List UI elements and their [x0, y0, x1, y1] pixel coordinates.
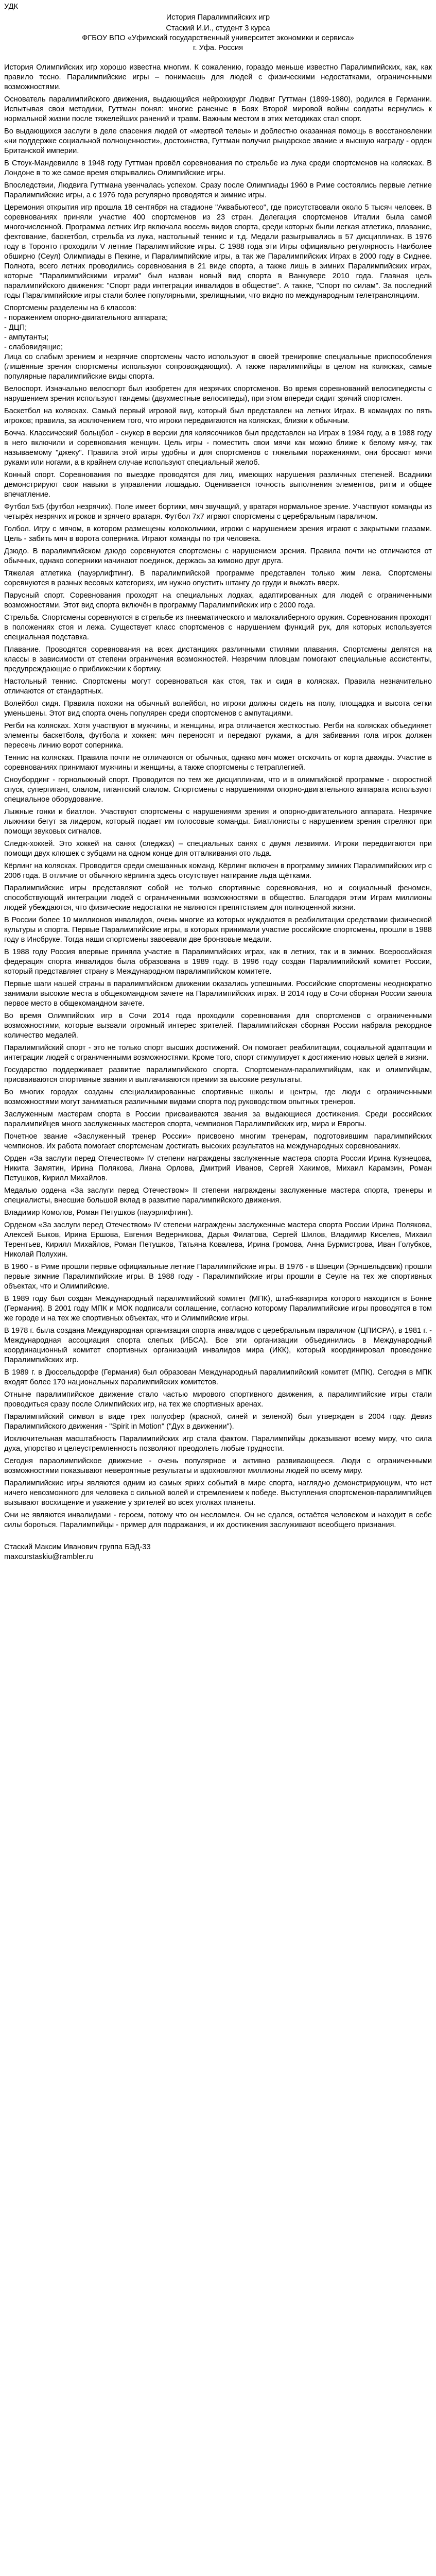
affiliation-line: ФГБОУ ВПО «Уфимский государственный университет экономики и сервиса»	[82, 34, 354, 42]
paragraph: Паралимпийские игры представляют собой не только спортивные соревнования, но и социальный феномен, способствующий интеграции людей с ограниченными возможностями в общество. Благодаря этим Играм миллионы людей убеждаются, что физические недостатки не являются препятствием для полноценной жизни.	[4, 884, 432, 912]
list-item: - поражением опорно-двигательного аппарата;	[4, 314, 168, 322]
paragraph: Велоспорт. Изначально велоспорт был изобретен для незрячих спортсменов. Во время соревнований велосипедисты с нарушением зрения используют тандемы (двухместные велосипеды), при этом впереди сидит зрячий спортсмен.	[4, 385, 432, 403]
paragraph: Дзюдо. В паралимпийском дзюдо соревнуются спортсмены с нарушением зрения. Правила почти не отличаются от обычных, однако соперники начинают поединок, держась за кимоно друг друга.	[4, 547, 432, 565]
paragraph: Паралимпийский спорт - это не только спорт высших достижений. Он помогает реабилитации, социальной адаптации и интеграции людей с ограниченными возможностями. Кроме того, спорт стимулирует к достижению новых целей в жизни.	[4, 1044, 432, 1062]
paragraph: Церемония открытия игр прошла 18 сентября на стадионе "Аквабьютесо", где присутствовали около 5 тысяч человек. В соревнованиях приняли участие 400 спортсменов из 23 стран. Делегация спортсменов Италии была самой многочисленной. Программа летних Игр включала восемь видов спорта, среди которых были легкая атлетика, плавание, фехтование, баскетбол, стрельба из лука, настольный теннис и т.д. Медали разыгрывались в 57 дисциплинах. В 1976 году в Торонто проходили V летние Паралимпийские игры. С 1988 года эти Игры официально регулярность Наиболее обширно (Сеул) Олимпиады в Пекине, и Паралимпийские игры, а так же Паралимпийских Играх в 2000 году в Сиднее. Полнота, всего летних проводились соревнования в 21 виде спорта, а также лишь в зимних Паралимпийских играх, которые "Паралимпийскими играми" был назван новый вид спорта в Ванкувере 2010 года. Главная цель паралимпийского движения: "Спорт ради интеграции инвалидов в обществе". А также, "Спорт по силам". За последний годы Паралимпийские игры стали более популярными, зрелищными, что видно по международным телетрансляциям.	[4, 204, 432, 300]
paragraph: В 1989 г. в Дюссельдорфе (Германия) был образован Международный паралимпийский комитет (МПК). Сегодня в МПК входят более 170 национальных паралимпийских комитетов.	[4, 1368, 432, 1386]
paragraph: Бочча. Классический больцбол - снукер в версии для колясочников был представлен на Играх в 1984 году, а в 1988 году в него включили и соревнования женщин. Цель игры - поместить свои мячи как можно ближе к белому мячу, так называемому "джеку". Правила этой игры удобны и для спортсменов с тяжелыми поражениями, они бросают мячи руками или ногами, а в крайнем случае используют специальный желоб.	[4, 429, 432, 467]
paragraph: Отныне паралимпийское движение стало частью мирового спортивного движения, а паралимпийские игры стали проводиться сразу после Олимпийских игр, на тех же спортивных аренах.	[4, 1391, 432, 1409]
paragraph: В России более 10 миллионов инвалидов, очень многие из которых нуждаются в реабилитации средствами физической культуры и спорта. Первые Паралимпийские игры, в которых принимали участие российские спортсмены, прошли в 1988 году в Инсбруке. Тогда наши спортсмены завоевали две бронзовые медали.	[4, 916, 432, 944]
paragraph: В 1988 году Россия впервые приняла участие в Паралимпийских играх, как в летних, так и в зимних. Всероссийская федерация спорта инвалидов была образована в 1989 году. В 1996 году создан Паралимпийский комитет России, который представляет страну в Международном паралимпийском комитете.	[4, 948, 432, 976]
paragraph: В Стоук-Мандевилле в 1948 году Гуттман провёл соревнования по стрельбе из лука среди спортсменов на колясках. В Лондоне в то же самое время открывались Олимпийские игры.	[4, 159, 432, 177]
spacer	[4, 1533, 432, 1543]
list-item: - ДЦП;	[4, 324, 27, 332]
paragraph: Следж-хоккей. Это хоккей на санях (следжах) – специальных санях с двумя лезвиями. Игроки передвигаются при помощи двух клюшек с зубцами на одном конце для отталкивания ото льда.	[4, 840, 432, 858]
paragraph: В 1989 году был создан Международный паралимпийский комитет (МПК), штаб-квартира которого находится в Бонне (Германия). В 2001 году МПК и МОК подписали соглашение, согласно которому Паралимпийские игры проводятся в том же городе и на тех же спортивных объектах, что и Олимпийские игры.	[4, 1295, 432, 1323]
paragraph: Волейбол сидя. Правила похожи на обычный волейбол, но игроки должны сидеть на полу, площадка и высота сетки уменьшены. Этот вид спорта очень популярен среди спортсменов с ампутациями.	[4, 700, 432, 718]
closing-paragraph: Сегодня параолимпийское движение - очень популярное и активно развивающееся. Люди с ограниченными возможностями показывают невероятные результаты и вдохновляют миллионы людей по всему миру.	[4, 1457, 432, 1475]
paragraph: Впоследствии, Людвига Гуттмана увенчалась успехом. Сразу после Олимпиады 1960 в Риме состоялись первые летние Паралимпийские игры, а с 1976 года регулярно проводятся и зимние игры.	[4, 181, 432, 199]
paragraph: Плавание. Проводятся соревнования на всех дистанциях различными стилями плавания. Спортсмены делятся на классы в зависимости от степени ограничения возможностей. Незрячим пловцам помогают специальные ассистенты, предупреждающие о приближении к бортику.	[4, 646, 432, 673]
paragraph: Кёрлинг на колясках. Проводится среди смешанных команд. Кёрлинг включен в программу зимних Паралимпийских игр с 2006 года. В отличие от обычного кёрлинга здесь отсутствует натирание льда щётками.	[4, 862, 432, 880]
author-signature: Стаский Максим Иванович группа БЭД-33	[4, 1543, 151, 1551]
closing-paragraph: Они не являются инвалидами - героем, потому что он несломлен. Он не сдался, остаётся человеком и находит в себе силы бороться. Паралимпийцы - пример для подражания, и их достижения заслуживают всеобщего признания.	[4, 1511, 432, 1529]
paragraph: История Олимпийских игр хорошо известна многим. К сожалению, гораздо меньше известно Паралимпийских, как, как правило тесно. Паралимпийские игры – понимаешь для людей с физическими недостатками, ограниченными возможностями.	[4, 63, 432, 91]
list-item: - слабовидящие;	[4, 343, 63, 351]
paragraph: Парусный спорт. Соревнования проходят на специальных лодках, адаптированных для людей с ограниченными возможностями. Этот вид спорта включён в программу Паралимпийских игр с 2000 года.	[4, 591, 432, 609]
paragraph: Орден «За заслуги перед Отечеством» IV степени награждены заслуженные мастера спорта России Ирина Кузнецова, Никита Замятин, Ирина Полякова, Лиана Орлова, Дмитрий Иванов, Сергей Хакимов, Михаил Карамзин, Роман Петушков, Кирилл Михайлов.	[4, 1155, 432, 1182]
paragraph: Голбол. Игру с мячом, в котором размещены колокольчики, игроки с нарушением зрения играют с закрытыми глазами. Цель - забить мяч в ворота соперника. Играют команды по три человека.	[4, 525, 432, 543]
paragraph: Тяжелая атлетика (пауэрлифтинг). В паралимпийской программе представлен только жим лежа. Спортсмены соревнуются в разных весовых категориях, им нужно опустить штангу до груди и выжать вверх.	[4, 569, 432, 587]
list-item: - ампутанты;	[4, 333, 49, 342]
paragraph: Футбол 5х5 (футбол незрячих). Поле имеет бортики, мяч звучащий, у вратаря нормальное зрение. Участвуют команды из четырёх незрячих игроков и зрячего вратаря. Футбол 7х7 играют спортсмены с церебральным параличом.	[4, 503, 432, 521]
paragraph: Во время Олимпийских игр в Сочи 2014 года проходили соревнования для спортсменов с ограниченными возможностями, которые вызвали огромный интерес зрителей. Паралимпийская сборная России набрала рекордное количество медалей.	[4, 1012, 432, 1040]
paragraph: Сноубординг - горнолыжный спорт. Проводится по тем же дисциплинам, что и в олимпийской программе - скоростной спуск, супергигант, слалом, гигантский слалом. Спортсмены с нарушениями опорно-двигательного аппарата используют специальное оборудование.	[4, 776, 432, 804]
paragraph: Спортсмены разделены на 6 классов:	[4, 304, 137, 312]
paragraph: Лица со слабым зрением и незрячие спортсмены часто используют в своей тренировке специальные приспособления (лишённые зрения спортсмены используют сопровождающих). А также паралимпийцы в целом на колясках, самые популярные паралимпийские виды спорта.	[4, 353, 432, 381]
paragraph: Лыжные гонки и биатлон. Участвуют спортсмены с нарушениями зрения и опорно-двигательного аппарата. Незрячие лыжники бегут за лидером, который подает им голосовые команды. Биатлонисты с нарушением зрения стреляют при помощи звуковых сигналов.	[4, 808, 432, 836]
paragraph: Орденом «За заслуги перед Отечеством» IV степени награждены заслуженные мастера спорта России Ирина Полякова, Алексей Быков, Ирина Ершова, Евгения Ведерникова, Дарья Филатова, Сергей Шилов, Владимир Киселев, Михаил Терентьев, Кирилл Михайлов, Роман Петушков, Татьяна Ковалева, Ирина Громова, Анна Бурмистрова, Иван Голубков, Николай Полухин.	[4, 1221, 432, 1259]
paragraph: Стрельба. Спортсмены соревнуются в стрельбе из пневматического и малокалиберного оружия. Соревнования проходят в положениях стоя и лежа. Существует класс спортсменов с нарушением функций рук, для которых используется специальная подставка.	[4, 614, 432, 641]
spacer	[4, 53, 432, 63]
paragraph: Основатель паралимпийского движения, выдающийся нейрохирург Людвиг Гуттман (1899-1980), родился в Германии. Испытывая свои методики, Гуттман понял: многие раненые в Боях Второй мировой войны солдаты вернулись к нормальной жизни после тяжелейших ранений и травм. Важным местом в этих методиках стал спорт.	[4, 95, 432, 123]
paragraph: Регби на колясках. Хотя участвуют в мужчины, и женщины, игра отличается жесткостью. Регби на колясках объединяет элементы баскетбола, футбола и хоккея: мяч переносят и передают руками, а для забивания гола игрок должен пересечь линию ворот соперника.	[4, 722, 432, 750]
paragraph: Заслуженным мастерам спорта в России присваиваются звания за выдающиеся достижения. Среди российских паралимпийцев много заслуженных мастеров спорта, чемпионов Паралимпийских игр, мира и Европы.	[4, 1110, 432, 1128]
paragraph: Исключительная масштабность Паралимпийских игр стала фактом. Паралимпийцы доказывают всему миру, что сила духа, упорство и целеустремленность позволяют преодолеть любые трудности.	[4, 1435, 432, 1453]
paragraph: Почетное звание «Заслуженный тренер России» присвоено многим тренерам, подготовившим паралимпийских чемпионов. Их работа помогает спортсменам достигать высоких результатов на международных соревнованиях.	[4, 1132, 432, 1150]
paragraph: Конный спорт. Соревнования по выездке проводятся для лиц, имеющих нарушения различных степеней. Всадники демонстрируют свои навыки в управлении лошадью. Оценивается точность выполнения элементов, ритм и общее впечатление.	[4, 471, 432, 499]
paragraph: Во многих городах созданы специализированные спортивные школы и центры, где люди с ограниченными возможностями могут заниматься различными видами спорта под руководством опытных тренеров.	[4, 1088, 432, 1106]
author-email: maxcurstaskiu@rambler.ru	[4, 1553, 94, 1561]
paragraph: Настольный теннис. Спортсмены могут соревноваться как стоя, так и сидя в колясках. Правила незначительно отличаются от стандартных.	[4, 677, 432, 696]
paragraph: В 1978 г. была создана Международная организация спорта инвалидов с церебральным параличом (ЦПИСРА), в 1981 г. - Международная ассоциация спорта слепых (ИБСА). Все эти организации объединились в Международный координационный комитет спортивных организаций инвалидов мира (ИКК), который координировал проведение Паралимпийских игр.	[4, 1327, 432, 1364]
paragraph: Теннис на колясках. Правила почти не отличаются от обычных, однако мяч может отскочить от корта дважды. Участие в соревнованиях принимают мужчины и женщины, а также спортсмены с тетраплегией.	[4, 754, 432, 772]
paragraph: Паралимпийский символ в виде трех полусфер (красной, синей и зеленой) был утвержден в 2004 году. Девиз Паралимпийского движения - "Spirit in Motion" ("Дух в движении").	[4, 1413, 432, 1431]
city-line: г. Уфа. Россия	[193, 44, 243, 52]
paragraph: Государство поддерживает развитие паралимпийского спорта. Спортсменам-паралимпийцам, как и олимпийцам, присваиваются спортивные звания и выплачиваются премии за высокие результаты.	[4, 1066, 432, 1084]
paragraph: В 1960 - в Риме прошли первые официальные летние Паралимпийские игры. В 1976 - в Швеции (Эрншельдсвик) прошли первые зимние Паралимпийские игры. В 1988 году - Паралимпийские игры прошли в Сеуле на тех же спортивных объектах, что и Олимпийские.	[4, 1263, 432, 1291]
udk-label: УДК	[4, 3, 18, 11]
paragraph: Владимир Комолов, Роман Петушков (пауэрлифтинг).	[4, 1209, 193, 1217]
paragraph: Баскетбол на колясках. Самый первый игровой вид, который был представлен на летних Играх. В командах по пять игроков; правила, за исключением того, что игроки передвигаются на колясках, близки к обычным.	[4, 407, 432, 425]
closing-paragraph: Паралимпийские игры являются одним из самых ярких событий в мире спорта, наглядно демонстрирующим, что нет ничего невозможного для человека с сильной волей и стремлением к победе. Выступления спортсменов-паралимпийцев вызывают восхищение и уважение у зрителей во всех уголках планеты.	[4, 1479, 432, 1507]
paragraph: Медалью ордена «За заслуги перед Отечеством» II степени награждены заслуженные мастера спорта, тренеры и специалисты, внесшие большой вклад в развитие паралимпийского движения.	[4, 1187, 432, 1205]
paragraph: Первые шаги нашей страны в паралимпийском движении оказались успешными. Российские спортсмены неоднократно занимали высокие места в общекомандном зачете на Паралимпийских играх. В 2014 году в Сочи сборная России заняла первое место в общекомандном зачете.	[4, 980, 432, 1008]
document-title: История Паралимпийских игр	[166, 13, 270, 22]
author-line: Стаский И.И., студент 3 курса	[166, 24, 270, 32]
paragraph: Во выдающихся заслуги в деле спасения людей от «мертвой телеы» и доблестно оказанная помощь в восстановлении «ни поддержке социальной полноценности», достоинства, Гуттман получил рыцарское звание и высшую награду - орден Британской империи.	[4, 127, 432, 155]
